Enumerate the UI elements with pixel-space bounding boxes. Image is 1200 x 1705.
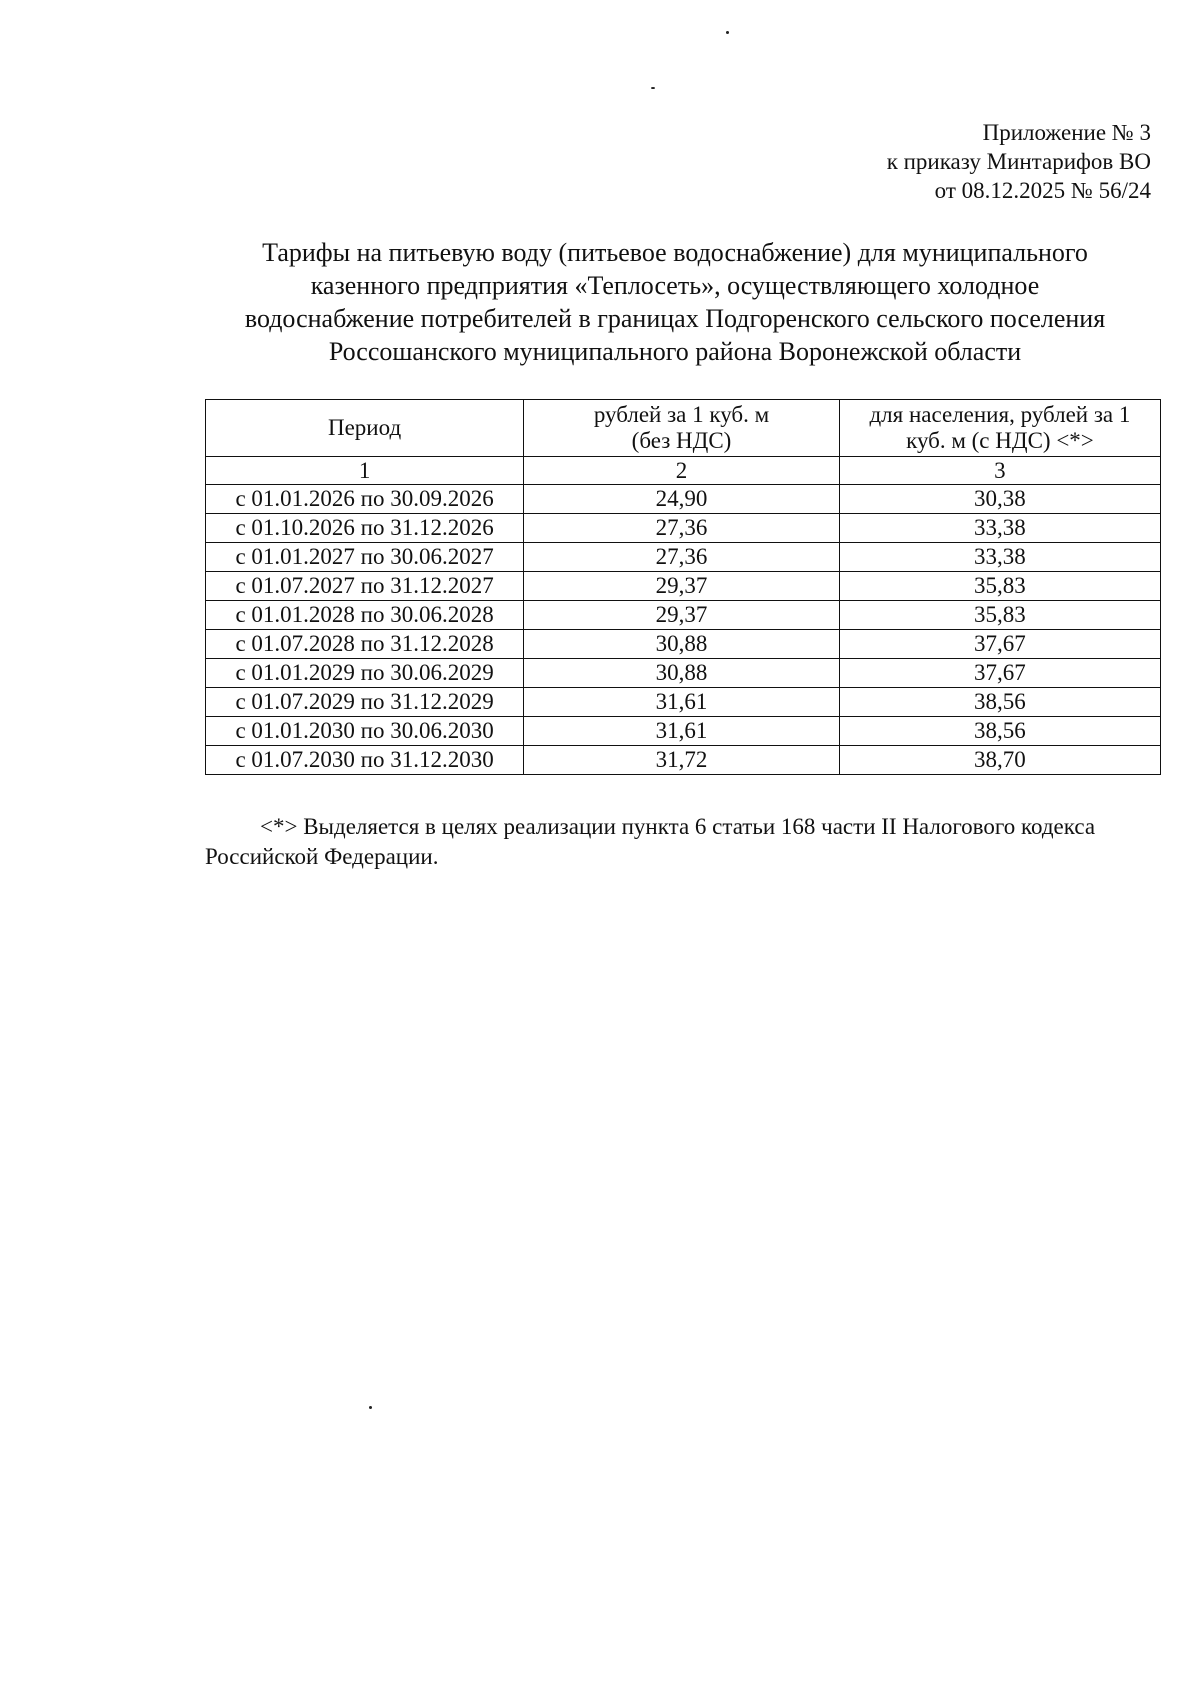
header-price-with-vat — [839, 400, 1160, 457]
table-row — [206, 659, 1161, 688]
price-with-vat-cell: 35,83 — [839, 601, 1160, 630]
price-with-vat-cell: 35,83 — [839, 572, 1160, 601]
header-text: куб. м (с НДС) <*> — [906, 428, 1094, 453]
price-no-vat-cell: 31,61 — [524, 688, 840, 717]
price-with-vat-cell: 30,38 — [839, 485, 1160, 514]
column-number: 3 — [839, 457, 1160, 485]
price-with-vat-cell: 38,56 — [839, 717, 1160, 746]
price-with-vat-cell: 33,38 — [839, 543, 1160, 572]
header-text: для населения, рублей за 1 — [869, 402, 1131, 427]
price-no-vat-cell: 31,61 — [524, 717, 840, 746]
header-price-no-vat — [524, 400, 840, 457]
appendix-reference — [887, 118, 1151, 205]
table-row — [206, 746, 1161, 775]
price-no-vat-cell: 29,37 — [524, 572, 840, 601]
price-no-vat-cell: 27,36 — [524, 543, 840, 572]
period-cell: с 01.01.2030 по 30.06.2030 — [206, 717, 524, 746]
price-with-vat-cell: 37,67 — [839, 630, 1160, 659]
period-cell: с 01.07.2028 по 31.12.2028 — [206, 630, 524, 659]
period-cell: с 01.01.2027 по 30.06.2027 — [206, 543, 524, 572]
period-cell: с 01.01.2028 по 30.06.2028 — [206, 601, 524, 630]
price-with-vat-cell: 38,70 — [839, 746, 1160, 775]
table-row — [206, 630, 1161, 659]
title-line: Тарифы на питьевую воду (питьевое водоснабжение) для муниципального — [262, 238, 1088, 267]
header-text: (без НДС) — [631, 428, 732, 453]
appendix-number: Приложение № 3 — [982, 120, 1151, 145]
appendix-order: к приказу Минтарифов ВО — [886, 149, 1151, 174]
table-header-row — [206, 400, 1161, 457]
price-no-vat-cell: 31,72 — [524, 746, 840, 775]
period-cell: с 01.07.2029 по 31.12.2029 — [206, 688, 524, 717]
table-row — [206, 717, 1161, 746]
table-row — [206, 688, 1161, 717]
period-cell: с 01.01.2029 по 30.06.2029 — [206, 659, 524, 688]
period-cell: с 01.07.2030 по 31.12.2030 — [206, 746, 524, 775]
period-cell: с 01.01.2026 по 30.09.2026 — [206, 485, 524, 514]
scan-speck — [651, 87, 655, 89]
footnote: <*> Выделяется в целях реализации пункта 6 статьи 168 части II Налогового кодекса Российской Федерации. — [205, 814, 1096, 869]
price-with-vat-cell: 38,56 — [839, 688, 1160, 717]
title-line: водоснабжение потребителей в границах Подгоренского сельского поселения — [244, 304, 1106, 333]
price-with-vat-cell: 33,38 — [839, 514, 1160, 543]
column-number: 1 — [206, 457, 524, 485]
tariff-table — [205, 399, 1161, 775]
table-row — [206, 543, 1161, 572]
scan-speck — [726, 31, 729, 34]
title-line: Россошанского муниципального района Воронежской области — [328, 337, 1022, 366]
price-no-vat-cell: 24,90 — [524, 485, 840, 514]
header-text: рублей за 1 куб. м — [593, 402, 770, 427]
price-no-vat-cell: 27,36 — [524, 514, 840, 543]
scan-speck — [369, 1406, 372, 1409]
title-line: казенного предприятия «Теплосеть», осуществляющего холодное — [310, 271, 1040, 300]
table-row — [206, 572, 1161, 601]
header-period: Период — [206, 400, 524, 457]
period-cell: с 01.07.2027 по 31.12.2027 — [206, 572, 524, 601]
table-row — [206, 601, 1161, 630]
column-number-row — [206, 457, 1161, 485]
price-no-vat-cell: 29,37 — [524, 601, 840, 630]
price-with-vat-cell: 37,67 — [839, 659, 1160, 688]
document-title — [195, 236, 1155, 368]
column-number: 2 — [524, 457, 840, 485]
price-no-vat-cell: 30,88 — [524, 630, 840, 659]
appendix-date: от 08.12.2025 № 56/24 — [934, 178, 1151, 203]
price-no-vat-cell: 30,88 — [524, 659, 840, 688]
table-row — [206, 514, 1161, 543]
period-cell: с 01.10.2026 по 31.12.2026 — [206, 514, 524, 543]
table-row — [206, 485, 1161, 514]
